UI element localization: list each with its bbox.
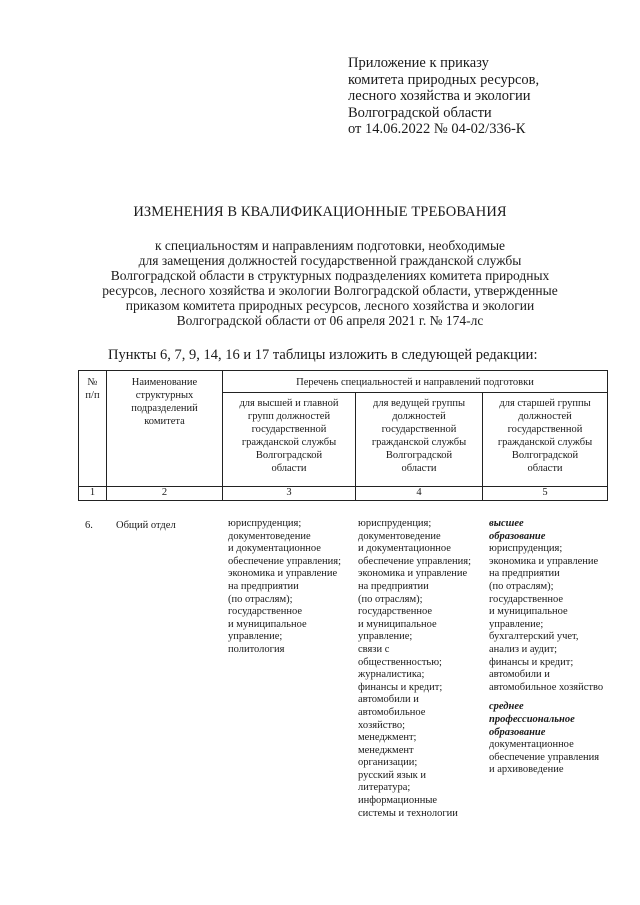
- subtitle-line: Волгоградской области от 06 апреля 2021 г. № 174-лс: [176, 313, 484, 328]
- subtitle-line: приказом комитета природных ресурсов, лесного хозяйства и экологии: [125, 298, 535, 313]
- column-number: 1: [89, 487, 96, 498]
- appendix-line: лесного хозяйства и экологии: [348, 88, 531, 104]
- row-department: Общий отдел: [116, 520, 176, 531]
- appendix-reference: [348, 55, 539, 138]
- column-number: 4: [416, 487, 422, 498]
- education-level-label: среднее: [489, 701, 524, 713]
- education-level-label: образование: [489, 726, 546, 738]
- education-level-label: высшее: [489, 518, 524, 529]
- header-col-senior: для старшей группы должностей государственной гражданской службы Волгоградской области: [497, 398, 593, 474]
- row-higher-specialties: юриспруденция; документоведение и документационное обеспечение управления; экономика и управление на предприятии (по отраслям); государственное и муниципальное управление; политология: [228, 518, 342, 655]
- subtitle-line: ресурсов, лесного хозяйства и экологии Волгоградской области, утвержденные: [102, 283, 558, 298]
- subtitle-line: для замещения должностей государственной гражданской службы: [138, 253, 522, 268]
- document-title: ИЗМЕНЕНИЯ В КВАЛИФИКАЦИОННЫЕ ТРЕБОВАНИЯ: [133, 204, 507, 220]
- header-col-leading: для ведущей группы должностей государственной гражданской службы Волгоградской области: [371, 398, 467, 474]
- header-col-number: № п/п: [85, 377, 100, 401]
- header-group: Перечень специальностей и направлений подготовки: [296, 377, 534, 388]
- appendix-line: Приложение к приказу: [348, 55, 489, 71]
- education-level-label: образование: [489, 530, 546, 542]
- row-leading-specialties: юриспруденция; документоведение и документационное обеспечение управления; экономика и управление на предприятии (по отраслям); государственное и муниципальное управление; связи с общественностью; журналистика; финансы и кредит; автомобили и автомобильное хозяйство; менеджмент; менеджмент организации; русский язык и литература; информационные системы и технологии: [358, 518, 472, 819]
- subtitle-line: к специальностям и направлениям подготовки, необходимые: [154, 238, 506, 253]
- row-number: 6.: [85, 520, 93, 531]
- appendix-line: комитета природных ресурсов,: [348, 71, 540, 88]
- column-number: 3: [286, 487, 292, 498]
- education-level-label: профессиональное: [489, 713, 575, 725]
- header-col-higher: для высшей и главной групп должностей государственной гражданской службы Волгоградской области: [239, 398, 339, 474]
- document-subtitle: [80, 238, 580, 328]
- column-number: 5: [542, 487, 548, 498]
- header-col-department: Наименование структурных подразделений комитета: [131, 377, 198, 427]
- row-senior-specialties: высшее образование юриспруденция; экономика и управление на предприятии (по отраслям); государственное и муниципальное управление; бухгалтерский учет, анализ и аудит; финансы и кредит; автомобили и автомобильное хозяйство среднее профессиональное образование документационное обеспечение управления и архивоведение: [489, 518, 604, 776]
- column-number: 2: [161, 487, 168, 498]
- subtitle-line: Волгоградской области в структурных подразделениях комитета природных: [110, 268, 550, 283]
- appendix-line: Волгоградской области: [348, 104, 492, 121]
- appendix-line: от 14.06.2022 № 04-02/336-К: [348, 121, 526, 137]
- instruction-text: Пункты 6, 7, 9, 14, 16 и 17 таблицы изложить в следующей редакции:: [108, 347, 538, 363]
